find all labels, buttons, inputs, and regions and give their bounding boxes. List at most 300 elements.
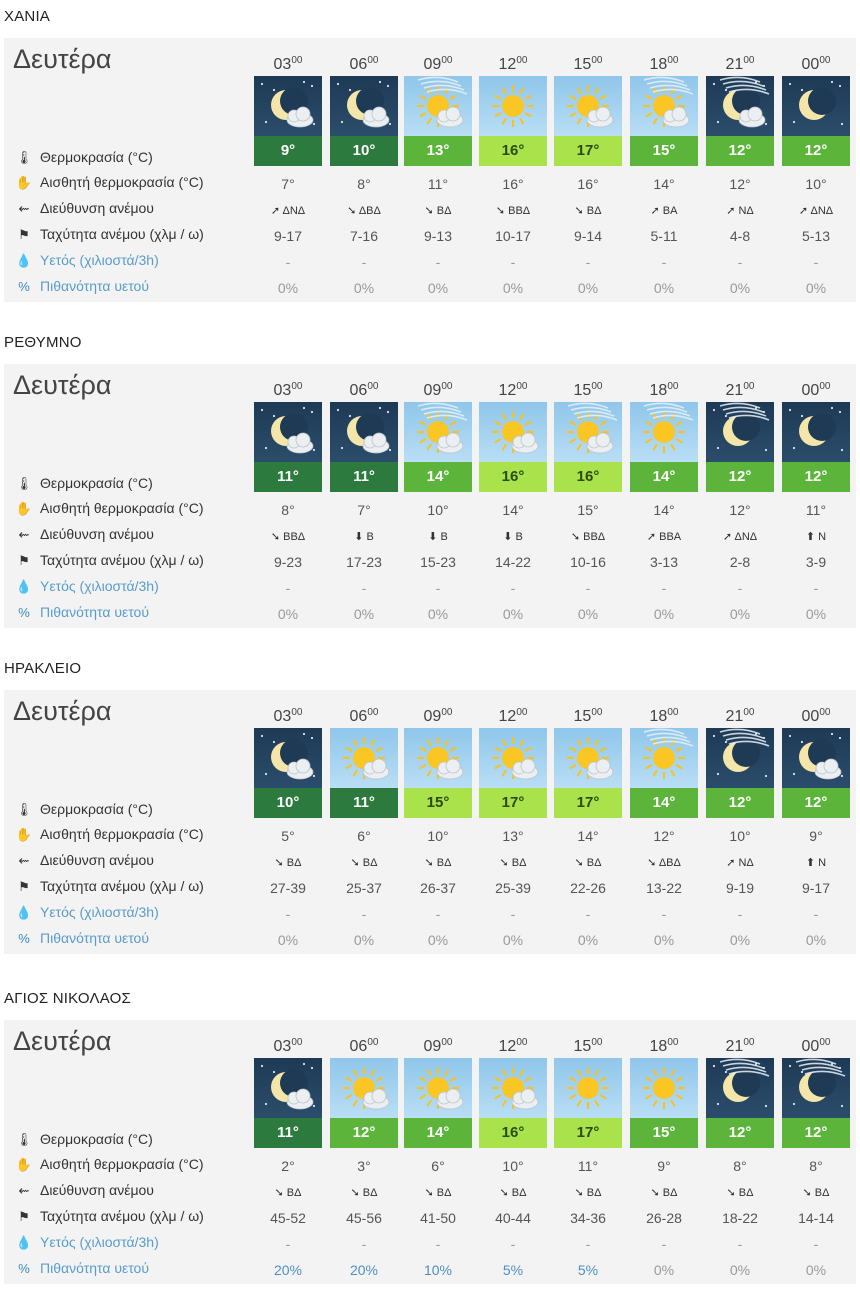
rain-probability-value: 0% (805, 1262, 827, 1278)
day-sun-cloud-haze-icon (554, 402, 622, 462)
hour-label (404, 708, 472, 726)
wind-speed-value: 9-14 (573, 228, 603, 244)
hour-column (330, 38, 398, 302)
precipitation-value: - (585, 254, 591, 270)
hour-minutes: 00 (591, 1037, 603, 1048)
label-rain (14, 578, 159, 595)
wind-speed-value: 5-13 (801, 228, 831, 244)
label-rain-prob (14, 930, 149, 946)
night-moon-cloud-icon (330, 402, 398, 462)
hour-value: 15 (573, 56, 592, 73)
rain-probability-value: 0% (805, 606, 827, 622)
precipitation-value: - (435, 1236, 441, 1252)
wind-direction-text: ΒΔ (738, 1187, 754, 1199)
temperature-badge: 12° (782, 1118, 850, 1148)
label-wind-dir-text: Διεύθυνση ανέμου (40, 200, 154, 216)
label-rain (14, 904, 159, 921)
hour-minutes: 00 (441, 1037, 453, 1048)
wind-arrow-icon: ⬇ (428, 531, 441, 543)
hour-minutes: 00 (667, 1037, 679, 1048)
day-sun-cloud-icon (554, 76, 622, 136)
hour-value: 12 (498, 382, 517, 399)
hour-minutes: 00 (441, 55, 453, 66)
wind-arrow-icon: ➚ (726, 205, 739, 217)
hour-label (330, 1038, 398, 1056)
wind-arrow-icon: ➘ (570, 531, 584, 543)
precipitation-value: - (661, 1236, 667, 1252)
day-sun-cloud-icon (404, 1058, 472, 1118)
day-sun-cloud-icon-graphic (330, 1058, 398, 1118)
hour-label (782, 382, 850, 400)
hour-value: 18 (649, 382, 668, 399)
label-rain-prob (14, 1260, 149, 1276)
wind-direction-text: ΒΔ (286, 1187, 302, 1199)
hour-column (479, 1020, 547, 1284)
hour-minutes: 00 (591, 707, 603, 718)
feels-like-value: 10° (729, 828, 751, 844)
hour-column (782, 364, 850, 628)
raindrop-icon: 💧 (15, 905, 33, 920)
hour-column (782, 38, 850, 302)
temperature-badge: 17° (554, 788, 622, 818)
hour-value: 03 (273, 382, 292, 399)
hour-label (554, 56, 622, 74)
wind-arrow-icon: ➘ (424, 1187, 437, 1199)
wind-direction-value (254, 204, 322, 217)
wind-direction-text: ΒΔ (436, 857, 452, 869)
hour-minutes: 00 (367, 381, 379, 392)
hour-column (554, 1020, 622, 1284)
wind-direction-value (404, 1186, 472, 1199)
city-name: ΑΓΙΟΣ ΝΙΚΟΛΑΟΣ (4, 990, 131, 1007)
label-rain-text: Υετός (χιλιοστά/3h) (40, 578, 159, 594)
hour-value: 15 (573, 1038, 592, 1055)
temperature-badge: 14° (630, 788, 698, 818)
night-moon-cloud-icon-graphic (782, 728, 850, 788)
feels-like-value: 14° (502, 502, 524, 518)
wind-speed-value: 7-16 (349, 228, 379, 244)
precipitation-value: - (510, 906, 516, 922)
day-sun-cloud-icon-graphic (554, 76, 622, 136)
night-moon-cloud-haze-icon-graphic (706, 76, 774, 136)
temperature-badge: 12° (782, 788, 850, 818)
hour-label (706, 56, 774, 74)
temperature-badge: 12° (706, 136, 774, 166)
temperature-badge: 14° (404, 1118, 472, 1148)
wind-arrow-icon: ➘ (650, 1187, 663, 1199)
hour-column (706, 690, 774, 954)
precipitation-value: - (435, 906, 441, 922)
temperature-badge: 12° (706, 788, 774, 818)
wind-direction-value (404, 204, 472, 217)
wind-direction-value (706, 204, 774, 217)
flag-icon: ⚑ (18, 553, 30, 568)
hour-minutes: 00 (667, 707, 679, 718)
temperature-badge: 12° (706, 462, 774, 492)
hour-value: 00 (801, 56, 820, 73)
percent-icon: % (18, 605, 30, 620)
wind-speed-value: 3-9 (805, 554, 827, 570)
wind-arrow-icon: ➘ (574, 1187, 587, 1199)
hour-minutes: 00 (291, 381, 303, 392)
wind-speed-value: 40-44 (495, 1210, 531, 1226)
precipitation-value: - (510, 254, 516, 270)
label-wind-dir (14, 526, 154, 543)
wind-direction-text: Β (366, 531, 374, 543)
night-moon-icon (782, 402, 850, 462)
wind-direction-text: Β (440, 531, 448, 543)
rain-probability-value: 0% (502, 606, 524, 622)
feels-like-value: 16° (577, 176, 599, 192)
wind-speed-value: 5-11 (650, 228, 678, 244)
wind-arrow-icon: ➚ (726, 857, 739, 869)
hour-value: 06 (349, 1038, 368, 1055)
hour-value: 15 (573, 382, 592, 399)
label-rain-prob-text: Πιθανότητα υετού (40, 1260, 149, 1276)
day-sun-cloud-icon-graphic (479, 728, 547, 788)
hour-label (706, 1038, 774, 1056)
hour-minutes: 00 (667, 381, 679, 392)
wind-arrow-icon: ➘ (350, 857, 363, 869)
hour-column (254, 1020, 322, 1284)
hour-value: 00 (801, 708, 820, 725)
day-sun-cloud-icon-graphic (479, 402, 547, 462)
hour-label (630, 382, 698, 400)
wind-direction-text: Β (515, 531, 523, 543)
wind-speed-value: 41-50 (420, 1210, 456, 1226)
wind-direction-text: ΒΔ (662, 1187, 678, 1199)
hour-column (404, 364, 472, 628)
temperature-badge: 16° (479, 1118, 547, 1148)
wind-direction-text: ΒΒΔ (508, 205, 531, 217)
hour-value: 12 (498, 56, 517, 73)
wind-arrow-icon: ➘ (350, 1187, 363, 1199)
hour-value: 18 (649, 56, 668, 73)
hour-minutes: 00 (667, 55, 679, 66)
wind-direction-text: Ν (818, 857, 827, 869)
precipitation-value: - (435, 254, 441, 270)
hour-label (479, 382, 547, 400)
night-moon-cloud-icon (254, 402, 322, 462)
label-feels-like-text: Αισθητή θερμοκρασία (°C) (40, 174, 204, 190)
hour-label (782, 708, 850, 726)
precipitation-value: - (361, 906, 367, 922)
hour-column (404, 1020, 472, 1284)
wind-direction-value (706, 1186, 774, 1199)
hour-label (706, 382, 774, 400)
precipitation-value: - (737, 254, 743, 270)
wind-speed-value: 26-28 (646, 1210, 682, 1226)
hour-minutes: 00 (441, 381, 453, 392)
feels-like-value: 10° (805, 176, 827, 192)
hour-label (706, 708, 774, 726)
precipitation-value: - (585, 580, 591, 596)
hour-column (404, 690, 472, 954)
wind-arrow-icon: ➘ (499, 857, 512, 869)
rain-probability-value: 0% (277, 280, 299, 296)
wind-direction-value (254, 530, 322, 543)
precipitation-value: - (585, 1236, 591, 1252)
hour-value: 03 (273, 708, 292, 725)
label-feels-like (14, 174, 204, 191)
percent-icon: % (18, 1261, 30, 1276)
city-name: ΡΕΘΥΜΝΟ (4, 334, 82, 351)
night-moon-cloud-icon (782, 728, 850, 788)
rain-probability-value: 0% (353, 932, 375, 948)
wind-direction-text: ΒΔ (286, 857, 302, 869)
wind-speed-value: 14-14 (798, 1210, 834, 1226)
forecast-panel (4, 690, 856, 954)
wind-direction-text: ΝΔ (738, 857, 754, 869)
temperature-badge: 12° (330, 1118, 398, 1148)
temperature-badge: 14° (404, 462, 472, 492)
wind-arrow-icon: ➚ (650, 205, 663, 217)
precipitation-value: - (813, 906, 819, 922)
hour-column (330, 1020, 398, 1284)
wind-direction-text: ΒΒΔ (283, 531, 306, 543)
label-rain (14, 1234, 159, 1251)
wind-arrow-icon: ⬆ (805, 531, 819, 543)
label-temperature (14, 149, 153, 166)
label-temperature (14, 475, 153, 492)
wind-direction-value (479, 530, 547, 543)
precipitation-value: - (737, 580, 743, 596)
hour-value: 00 (801, 382, 820, 399)
day-sun-cloud-icon (404, 728, 472, 788)
rain-probability-value: 0% (729, 1262, 751, 1278)
label-wind-speed-text: Ταχύτητα ανέμου (χλμ / ω) (40, 878, 204, 894)
wind-arrow-icon: ⬇ (503, 531, 516, 543)
label-wind-dir-text: Διεύθυνση ανέμου (40, 1182, 154, 1198)
hour-column (706, 38, 774, 302)
day-label: Δευτέρα (13, 696, 112, 726)
windsock-icon: ⇜ (18, 201, 30, 216)
wind-direction-value (404, 530, 472, 543)
hour-value: 09 (423, 382, 442, 399)
feels-like-value: 2° (281, 1158, 295, 1174)
wind-direction-value (554, 1186, 622, 1199)
feels-like-value: 12° (729, 176, 751, 192)
feels-like-value: 3° (357, 1158, 371, 1174)
rain-probability-value: 0% (653, 932, 675, 948)
precipitation-value: - (510, 1236, 516, 1252)
wind-arrow-icon: ➘ (274, 1187, 287, 1199)
feels-like-value: 9° (657, 1158, 671, 1174)
feels-like-value: 6° (357, 828, 371, 844)
label-wind-dir-text: Διεύθυνση ανέμου (40, 526, 154, 542)
temperature-badge: 15° (630, 136, 698, 166)
label-rain-prob (14, 604, 149, 620)
wind-direction-value (782, 530, 850, 543)
rain-probability-value: 0% (427, 606, 449, 622)
hour-value: 09 (423, 56, 442, 73)
day-sun-cloud-haze-icon-graphic (404, 402, 472, 462)
hour-column (254, 364, 322, 628)
wind-direction-value (479, 204, 547, 217)
temperature-badge: 9° (254, 136, 322, 166)
wind-direction-value (630, 856, 698, 869)
feels-like-value: 10° (427, 502, 449, 518)
wind-direction-text: ΒΔ (511, 857, 527, 869)
wind-speed-value: 25-39 (495, 880, 531, 896)
feels-like-value: 14° (653, 176, 675, 192)
wind-speed-value: 9-19 (725, 880, 755, 896)
wind-direction-text: ΒΔ (586, 205, 602, 217)
precipitation-value: - (510, 580, 516, 596)
temperature-badge: 11° (330, 788, 398, 818)
temperature-badge: 17° (554, 136, 622, 166)
wind-arrow-icon: ➚ (270, 205, 283, 217)
temperature-badge: 16° (479, 136, 547, 166)
temperature-badge: 14° (630, 462, 698, 492)
wind-direction-value (554, 204, 622, 217)
rain-probability-value: 0% (277, 606, 299, 622)
wind-arrow-icon: ⬇ (354, 531, 367, 543)
hour-minutes: 00 (367, 707, 379, 718)
wind-speed-value: 9-17 (273, 228, 303, 244)
hour-column (330, 364, 398, 628)
temperature-badge: 10° (330, 136, 398, 166)
hour-value: 06 (349, 56, 368, 73)
precipitation-value: - (285, 906, 291, 922)
hour-minutes: 00 (441, 707, 453, 718)
wind-direction-text: ΝΔ (738, 205, 754, 217)
label-feels-like (14, 1156, 204, 1173)
hour-minutes: 00 (591, 55, 603, 66)
feels-like-value: 8° (281, 502, 295, 518)
hour-label (554, 1038, 622, 1056)
wind-arrow-icon: ➘ (574, 205, 587, 217)
hour-value: 06 (349, 382, 368, 399)
wind-direction-text: Ν (818, 531, 827, 543)
wind-direction-text: ΒΔ (362, 1187, 378, 1199)
wind-arrow-icon: ⬆ (805, 857, 819, 869)
temperature-badge: 16° (479, 462, 547, 492)
label-wind-dir-text: Διεύθυνση ανέμου (40, 852, 154, 868)
rain-probability-value: 0% (729, 932, 751, 948)
night-moon-cloud-icon-graphic (330, 76, 398, 136)
day-sun-cloud-icon-graphic (404, 728, 472, 788)
forecast-panel (4, 1020, 856, 1284)
windsock-icon: ⇜ (18, 1183, 30, 1198)
hour-minutes: 00 (819, 55, 831, 66)
hour-column (330, 690, 398, 954)
rain-probability-value: 0% (427, 932, 449, 948)
precipitation-value: - (435, 580, 441, 596)
wind-speed-value: 9-17 (801, 880, 831, 896)
hour-label (254, 382, 322, 400)
wind-speed-value: 10-16 (570, 554, 606, 570)
wind-direction-text: ΒΒΑ (659, 531, 682, 543)
wind-direction-text: ΔΝΔ (810, 205, 834, 217)
day-label: Δευτέρα (13, 1026, 112, 1056)
hour-label (782, 56, 850, 74)
precipitation-value: - (361, 580, 367, 596)
label-feels-like (14, 500, 204, 517)
night-moon-icon-graphic (782, 402, 850, 462)
wind-direction-value (254, 856, 322, 869)
temperature-badge: 13° (404, 136, 472, 166)
hour-label (479, 708, 547, 726)
hour-column (554, 690, 622, 954)
wind-direction-text: ΔΝΔ (282, 205, 306, 217)
label-wind-speed (14, 552, 204, 569)
wind-arrow-icon: ➚ (646, 531, 660, 543)
hour-minutes: 00 (291, 55, 303, 66)
rain-probability-value: 10% (423, 1262, 453, 1278)
rain-probability-value: 0% (577, 932, 599, 948)
wind-direction-text: ΒΔ (511, 1187, 527, 1199)
wind-speed-value: 13-22 (646, 880, 682, 896)
wind-direction-value (630, 530, 698, 543)
wind-speed-value: 4-8 (729, 228, 751, 244)
hour-value: 21 (725, 1038, 744, 1055)
wind-direction-text: ΒΒΔ (583, 531, 606, 543)
day-sun-cloud-haze-icon (404, 76, 472, 136)
precipitation-value: - (661, 906, 667, 922)
day-sun-cloud-icon (479, 1058, 547, 1118)
day-sun-cloud-icon-graphic (554, 728, 622, 788)
wind-arrow-icon: ➘ (726, 1187, 739, 1199)
feels-like-value: 8° (357, 176, 371, 192)
hour-minutes: 00 (591, 381, 603, 392)
wind-direction-text: ΒΔ (814, 1187, 830, 1199)
day-label: Δευτέρα (13, 44, 112, 74)
label-temperature-text: Θερμοκρασία (°C) (40, 1131, 153, 1147)
rain-probability-value: 0% (502, 280, 524, 296)
wind-speed-value: 2-8 (729, 554, 751, 570)
hour-label (254, 708, 322, 726)
label-wind-speed-text: Ταχύτητα ανέμου (χλμ / ω) (40, 552, 204, 568)
wind-arrow-icon: ➘ (424, 857, 437, 869)
flag-icon: ⚑ (18, 227, 30, 242)
wind-speed-value: 14-22 (495, 554, 531, 570)
hour-label (554, 382, 622, 400)
precipitation-value: - (361, 254, 367, 270)
wind-arrow-icon: ➘ (802, 1187, 815, 1199)
night-moon-haze-icon (782, 1058, 850, 1118)
label-feels-like-text: Αισθητή θερμοκρασία (°C) (40, 826, 204, 842)
precipitation-value: - (285, 1236, 291, 1252)
temperature-badge: 17° (479, 788, 547, 818)
wind-direction-text: ΔΝΔ (734, 531, 758, 543)
night-moon-cloud-icon-graphic (330, 402, 398, 462)
wind-arrow-icon: ➚ (722, 531, 735, 543)
rain-probability-value: 0% (502, 932, 524, 948)
wind-arrow-icon: ➘ (499, 1187, 512, 1199)
wind-speed-value: 34-36 (570, 1210, 606, 1226)
feels-like-value: 15° (577, 502, 599, 518)
wind-direction-value (782, 204, 850, 217)
hour-column (706, 364, 774, 628)
wind-speed-value: 45-52 (270, 1210, 306, 1226)
hour-minutes: 00 (743, 707, 755, 718)
day-sun-cloud-icon (479, 402, 547, 462)
wind-speed-value: 9-13 (423, 228, 453, 244)
night-moon-cloud-icon (330, 76, 398, 136)
hour-label (404, 382, 472, 400)
night-moon-icon (782, 76, 850, 136)
day-sun-icon (479, 76, 547, 136)
label-wind-speed-text: Ταχύτητα ανέμου (χλμ / ω) (40, 1208, 204, 1224)
wind-direction-value (330, 1186, 398, 1199)
hour-column (630, 690, 698, 954)
label-feels-like-text: Αισθητή θερμοκρασία (°C) (40, 500, 204, 516)
hour-minutes: 00 (367, 1037, 379, 1048)
rain-probability-value: 0% (653, 280, 675, 296)
hour-minutes: 00 (516, 381, 528, 392)
wind-direction-text: ΒΔ (586, 1187, 602, 1199)
